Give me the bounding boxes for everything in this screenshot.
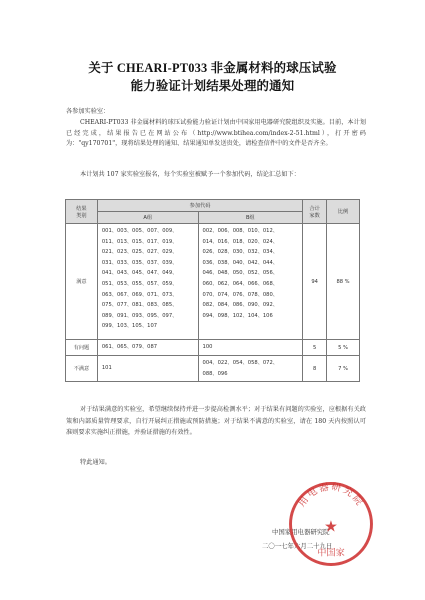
code-line: 088、096 bbox=[202, 370, 228, 377]
svg-text:用电器研究院 bbox=[296, 482, 366, 509]
header-codes: 参加代码 bbox=[97, 200, 302, 212]
intro-paragraph-1: CHEARI-PT033 非金属材料的球压试验能力验证计划由中国家用电器研究院组织及实施。目前，本计划已经完成，结果报告已在网站公布（http://www.btihea.com/index-2-51.html），打开密码为："qy170701"，现将结果处理的通知、结果通知单发送贵处，请检查信件中的文件是否齐全。 bbox=[66, 119, 366, 147]
code-line: 060、062、064、066、068、 bbox=[202, 280, 278, 287]
code-line: 014、016、018、020、024、 bbox=[202, 238, 278, 245]
closing-line: 特此通知。 bbox=[80, 459, 111, 466]
header-group-b: B组 bbox=[198, 212, 303, 224]
group-a-codes bbox=[97, 356, 198, 382]
row-ratio: 88 % bbox=[327, 224, 360, 340]
table-row-questionable bbox=[66, 340, 360, 356]
header-category-line-1: 结果 bbox=[76, 205, 87, 212]
row-count: 94 bbox=[303, 224, 327, 340]
table-row-satisfied bbox=[66, 224, 360, 340]
group-b-codes bbox=[198, 340, 303, 356]
code-line: 070、074、076、078、080、 bbox=[202, 291, 278, 298]
header-total-line-2: 家数 bbox=[309, 212, 320, 219]
code-line: 100 bbox=[202, 344, 213, 351]
code-line: 031、033、035、037、039、 bbox=[101, 259, 178, 266]
code-line: 011、013、015、017、019、 bbox=[101, 238, 178, 245]
code-line: 075、077、081、083、085、 bbox=[101, 302, 178, 309]
code-line: 094、098、102、104、106 bbox=[202, 312, 273, 319]
document-title-line-1: 关于 CHEARI-PT033 非金属材料的球压试验 bbox=[88, 61, 337, 75]
official-seal bbox=[285, 478, 377, 570]
row-category: 有问题 bbox=[66, 340, 98, 356]
code-line: 046、048、050、052、056、 bbox=[202, 270, 278, 277]
seal-text-top: 用电器研究院 bbox=[296, 481, 366, 510]
group-a-codes bbox=[97, 340, 198, 356]
header-total bbox=[303, 200, 327, 224]
header-group-a: A组 bbox=[97, 212, 198, 224]
code-line: 099、103、105、107 bbox=[101, 323, 158, 330]
results-table bbox=[65, 199, 360, 382]
code-line: 021、023、025、027、029、 bbox=[101, 249, 178, 256]
row-category: 不满意 bbox=[66, 356, 98, 382]
group-b-codes bbox=[198, 224, 303, 340]
row-category: 满意 bbox=[66, 224, 98, 340]
code-line: 061、065、079、087 bbox=[101, 344, 158, 351]
signature-date: 二〇一七年六月二十九日 bbox=[262, 542, 333, 550]
code-line: 063、067、069、071、073、 bbox=[101, 291, 178, 298]
code-line: 041、043、045、047、049、 bbox=[101, 270, 178, 277]
seal-text-bottom: 中国家 bbox=[317, 547, 345, 559]
code-line: 051、053、055、057、059、 bbox=[101, 280, 178, 287]
table-row-unsatisfied bbox=[66, 356, 360, 382]
group-b-codes bbox=[198, 356, 303, 382]
code-line: 089、091、093、095、097、 bbox=[101, 312, 178, 319]
seal-star-icon: ★ bbox=[323, 516, 339, 536]
row-count: 8 bbox=[303, 356, 327, 382]
header-category-line-2: 类别 bbox=[76, 212, 87, 219]
code-line: 026、028、030、032、034、 bbox=[202, 249, 278, 256]
signature-org: 中国家用电器研究院 bbox=[272, 528, 330, 536]
header-total-line-1: 合计 bbox=[309, 205, 320, 212]
header-category bbox=[66, 200, 98, 224]
code-line: 004、022、054、058、072、 bbox=[202, 360, 278, 366]
group-a-codes bbox=[97, 224, 198, 340]
code-line: 002、006、008、010、012、 bbox=[202, 228, 278, 234]
row-ratio: 5 % bbox=[327, 340, 360, 356]
closing-paragraph: 对于结果满意的实验室，希望继续保持并进一步提高检测水平；对于结果有问题的实验室，应根据有关政策和内部质量管理要求，自行开展纠正措施或预防措施；对于结果不满意的实验室，请在 180 天内按照认可准则要求实施纠正措施，并验证措施的有效性。 bbox=[66, 406, 366, 436]
row-ratio: 7 % bbox=[327, 356, 360, 382]
row-count: 5 bbox=[303, 340, 327, 356]
document-title-line-2: 能力验证计划结果处理的通知 bbox=[130, 79, 295, 93]
code-line: 036、038、040、042、044、 bbox=[202, 259, 278, 266]
code-line: 082、084、086、090、092、 bbox=[202, 302, 278, 309]
salutation: 各参加实验室： bbox=[66, 108, 110, 115]
code-line: 101 bbox=[101, 365, 112, 372]
code-line: 001、003、005、007、009、 bbox=[101, 228, 178, 234]
intro-paragraph-2: 本计划共 107 家实验室报名，每个实验室被赋予一个参加代码，结论汇总如下： bbox=[80, 171, 300, 178]
header-ratio: 比例 bbox=[327, 200, 360, 224]
